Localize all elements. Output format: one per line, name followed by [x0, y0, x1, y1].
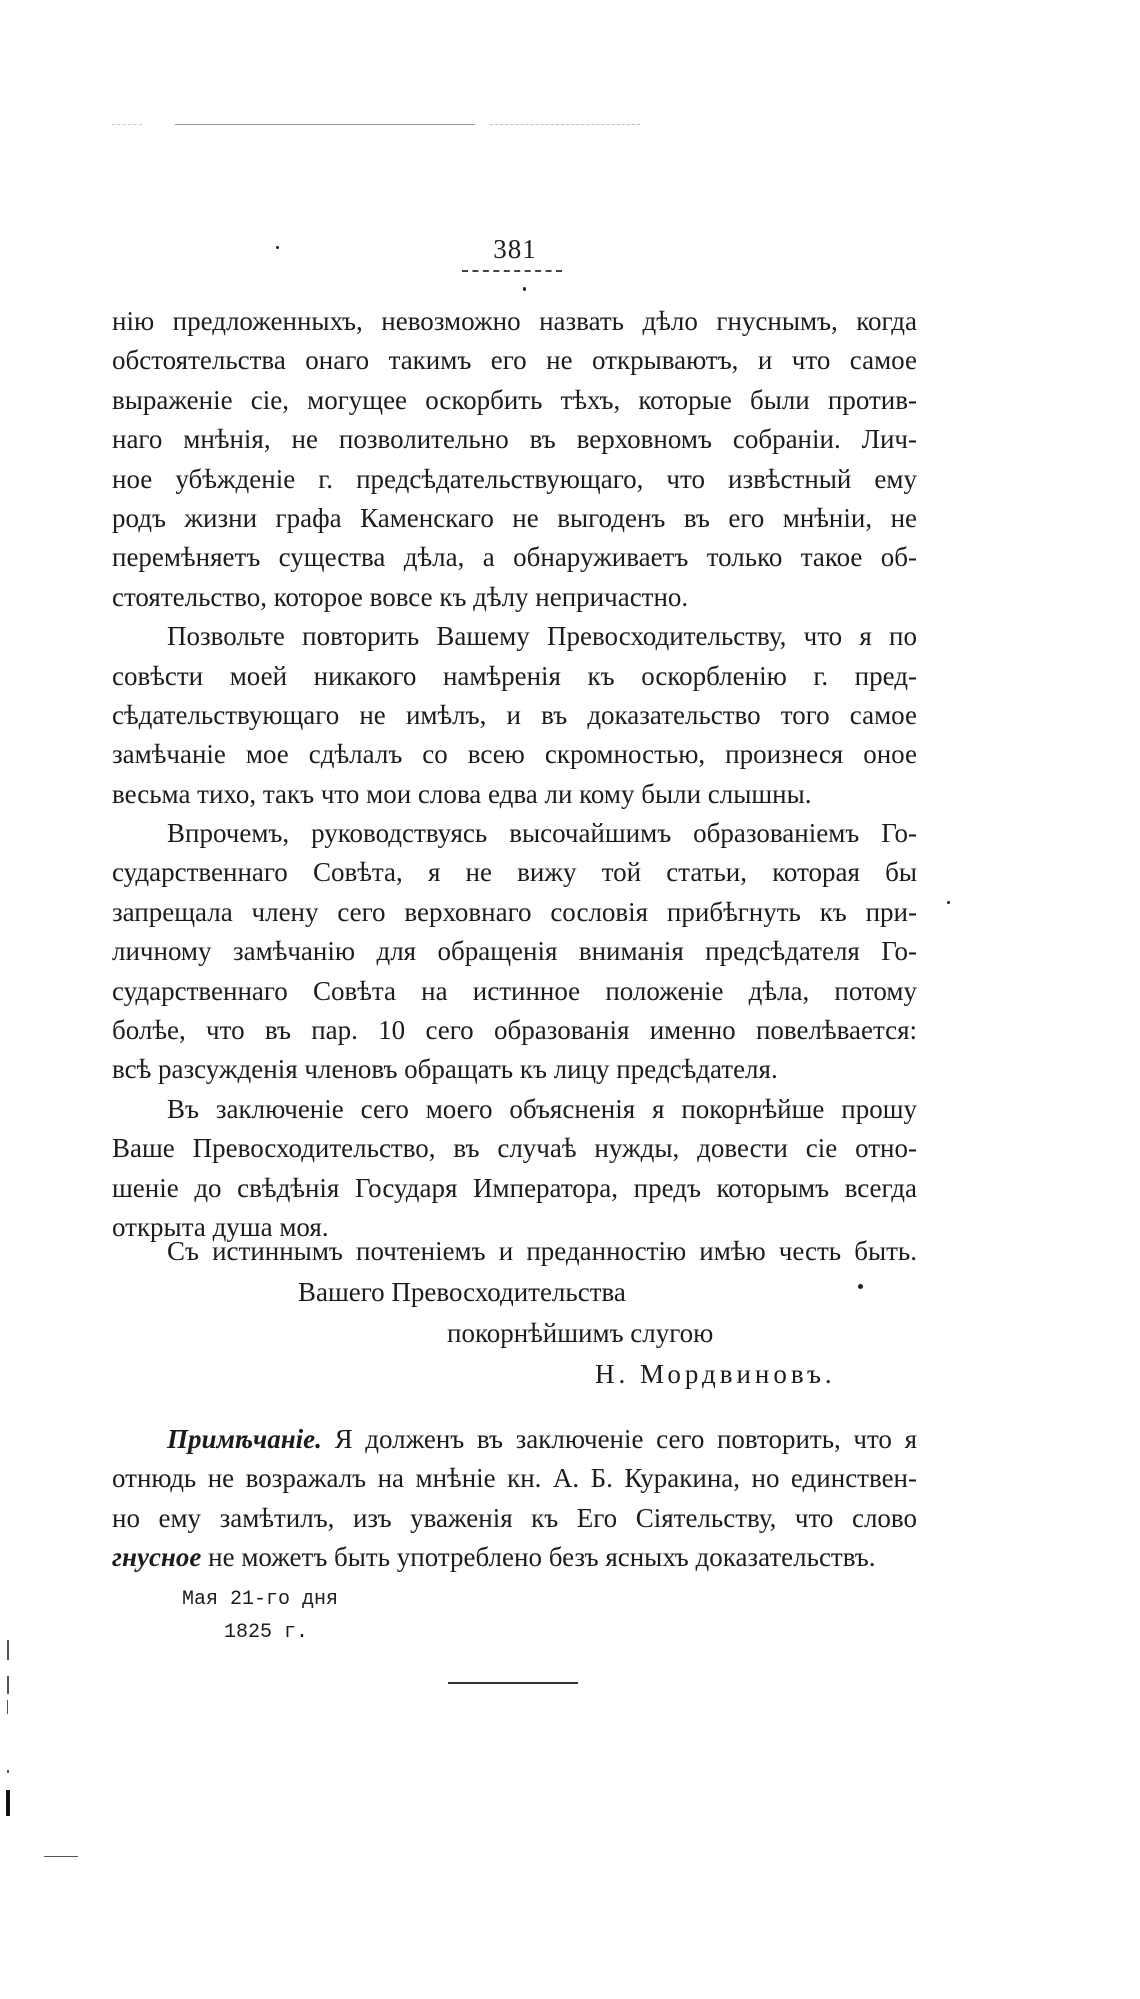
text-line: стоятельство, которое вовсе къ дѣлу непричастно.: [112, 581, 689, 612]
note-label: Примѣчаніе.: [167, 1424, 322, 1454]
text-line: замѣчаніе мое сдѣлалъ со всею скромностью, произнеся оное: [112, 739, 917, 770]
text-line: родъ жизни графа Каменскаго не выгоденъ въ его мнѣніи, не: [112, 502, 917, 533]
text-line: выраженіе сіе, могущее оскорбить тѣхъ, которые были против-: [112, 384, 917, 415]
text-line: Позвольте повторить Вашему Превосходительству, что я по: [167, 621, 917, 652]
text-line: открыта душа моя.: [112, 1211, 329, 1242]
scan-margin-mark: [7, 1700, 8, 1714]
text-line: запрещала члену сего верховнаго сословія прибѣгнуть къ при-: [112, 896, 917, 927]
note-line: отнюдь не возражалъ на мнѣніе кн. А. Б. Куракина, но единствен-: [112, 1463, 917, 1494]
text-line: сударственнаго Совѣта, я не вижу той статьи, которая бы: [112, 857, 917, 888]
text-line: весьма тихо, такъ что мои слова едва ли кому были слышны.: [112, 778, 812, 809]
note-line: но ему замѣтилъ, изъ уваженія къ Его Сіятельству, что слово: [112, 1502, 917, 1533]
text-line: совѣсти моей никакого намѣренія къ оскорбленію г. пред-: [112, 660, 917, 691]
page-number: 381: [493, 234, 537, 264]
closing-excellency: Вашего Превосходительства: [298, 1277, 626, 1307]
footnote: [112, 1419, 917, 1577]
scan-margin-mark: [7, 1640, 9, 1660]
text-line: перемѣняетъ существа дѣла, а обнаруживаетъ только такое об-: [112, 542, 917, 573]
scan-margin-mark: [6, 1790, 10, 1816]
scan-speck: [947, 901, 950, 904]
top-scan-rule: [175, 124, 475, 125]
note-line: [112, 1419, 917, 1458]
top-scan-rule-right: [490, 124, 640, 125]
text-line: Впрочемъ, руководствуясь высочайшимъ образованіемъ Го-: [167, 818, 917, 849]
text-line: наго мнѣнія, не позволительно въ верховномъ собраніи. Лич-: [112, 424, 917, 455]
closing-servant: покорнѣйшимъ слугою: [447, 1318, 714, 1348]
date-day: Мая 21-го дня: [182, 1588, 339, 1611]
signature-name: Н. Мордвиновъ.: [595, 1359, 836, 1389]
scan-speck: [858, 1284, 863, 1289]
scan-margin-mark: [7, 1770, 9, 1773]
note-text: Я долженъ въ заключеніе сего повторить, что я: [321, 1424, 917, 1454]
scan-margin-mark: [44, 1856, 78, 1857]
text-line: сѣдательствующаго не имѣлъ, и въ доказательство того самое: [112, 699, 917, 730]
date-year: 1825 г.: [224, 1621, 309, 1644]
text-line: обстоятельства онаго такимъ его не открываютъ, и что самое: [112, 345, 917, 376]
scan-margin-mark: [7, 1676, 9, 1694]
text-line: сударственнаго Совѣта на истинное положеніе дѣла, потому: [112, 975, 917, 1006]
text-line: Въ заключеніе сего моего объясненія я покорнѣйше прошу: [167, 1093, 917, 1124]
closing-respect: Съ истиннымъ почтеніемъ и преданностію имѣю честь быть.: [167, 1236, 917, 1266]
scan-speck: [276, 246, 279, 249]
body-text: [112, 302, 917, 1247]
top-scan-rule-left: [112, 124, 142, 125]
note-emphasis: гнусное: [112, 1542, 202, 1573]
text-line: личному замѣчанію для обращенія вниманія предсѣдателя Го-: [112, 936, 917, 967]
text-line: всѣ разсужденія членовъ обращать къ лицу предсѣдателя.: [112, 1054, 778, 1085]
page-number-underline: [462, 270, 562, 272]
note-line: [112, 1537, 917, 1576]
note-text: не можетъ быть употреблено безъ ясныхъ доказательствъ.: [201, 1542, 876, 1573]
closing-rule: [448, 1682, 578, 1684]
text-line: нію предложенныхъ, невозможно назвать дѣло гнуснымъ, когда: [112, 306, 917, 336]
scan-speck: [523, 287, 526, 291]
text-line: Ваше Превосходительство, въ случаѣ нужды, довести сіе отно-: [112, 1133, 917, 1164]
text-line: шеніе до свѣдѣнія Государя Императора, предъ которымъ всегда: [112, 1172, 917, 1203]
text-line: болѣе, что въ пар. 10 сего образованія именно повелѣвается:: [112, 1015, 917, 1046]
text-line: ное убѣжденіе г. предсѣдательствующаго, что извѣстный ему: [112, 463, 917, 494]
